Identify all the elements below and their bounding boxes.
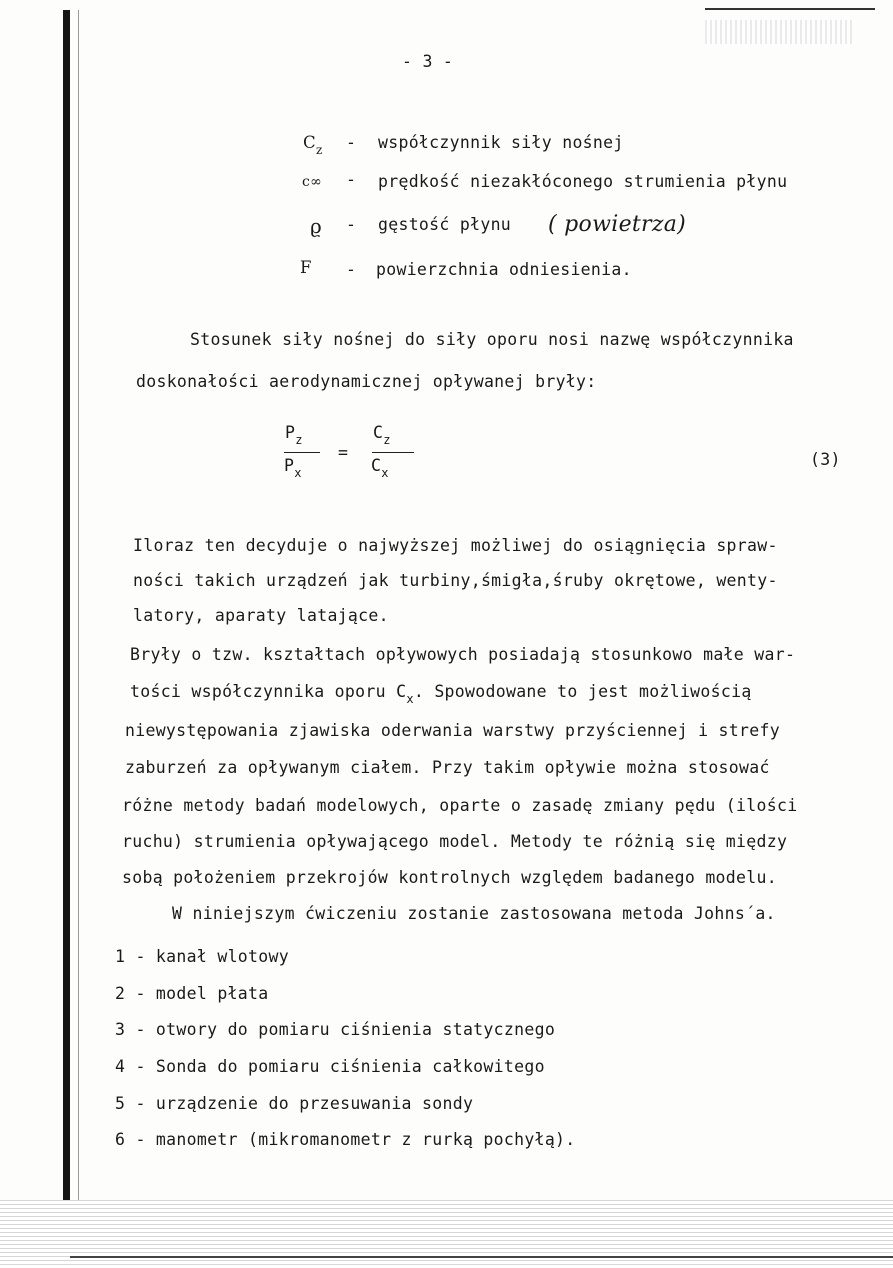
- symbol-rho: ϱ: [310, 214, 323, 238]
- equation-lhs-numerator: $P_z$: [285, 423, 303, 447]
- symbol-rho-definition: gęstość płynu: [378, 215, 512, 234]
- symbol-cz-definition: współczynnik siły nośnej: [378, 133, 624, 152]
- paragraph-line: Stosunek siły nośnej do siły oporu nosi nazwę współczynnika: [190, 330, 794, 349]
- scan-edge-line: [78, 10, 79, 1268]
- symbol-c-infinity: c∞: [302, 174, 323, 190]
- method-line: W niniejszym ćwiczeniu zostanie zastosowana metoda Johns´a.: [172, 904, 776, 923]
- symbol-cz: $C_z$: [303, 133, 323, 157]
- symbol-dash: -: [346, 133, 357, 152]
- paragraph-line: Iloraz ten decyduje o najwyższej możliwej do osiągnięcia spraw-: [133, 536, 778, 555]
- paragraph-line: zaburzeń za opływanym ciałem. Przy takim opływie można stosować: [125, 758, 770, 777]
- paragraph-line: ruchu) strumienia opływającego model. Metody te różnią się między: [122, 832, 788, 851]
- paragraph-line: ności takich urządzeń jak turbiny,śmigła,śruby okrętowe, wenty-: [133, 571, 778, 590]
- scan-artifact-top: [705, 8, 875, 10]
- symbol-c-infinity-definition: prędkość niezakłóconego strumienia płynu: [378, 172, 788, 191]
- paragraph-line: sobą położeniem przekrojów kontrolnych względem badanego modelu.: [122, 868, 777, 887]
- scan-artifact-bottom: [70, 1256, 893, 1258]
- paragraph-line: tości współczynnika oporu $C_x$. Spowodowane to jest możliwością: [130, 682, 752, 706]
- symbol-dash: -: [346, 170, 357, 189]
- legend-item: 5 - urządzenie do przesuwania sondy: [115, 1094, 474, 1113]
- paragraph-line: Bryły o tzw. kształtach opływowych posiadają stosunkowo małe war-: [130, 645, 796, 664]
- symbol-f-definition: powierzchnia odniesienia.: [376, 260, 632, 279]
- paragraph-line: doskonałości aerodynamicznej opływanej bryły:: [136, 372, 597, 391]
- legend-item: 6 - manometr (mikromanometr z rurką pochyłą).: [115, 1130, 576, 1149]
- symbol-f: F: [300, 258, 312, 277]
- equation-equals: =: [338, 443, 349, 462]
- equation-rhs-fraction-bar: [372, 452, 414, 453]
- page-number: - 3 -: [402, 52, 454, 71]
- equation-rhs-denominator: $C_x$: [371, 456, 389, 480]
- symbol-dash: -: [346, 215, 357, 234]
- equation-lhs-fraction-bar: [284, 452, 320, 453]
- equation-rhs-numerator: $C_z$: [373, 423, 391, 447]
- legend-item: 4 - Sonda do pomiaru ciśnienia całkowitego: [115, 1057, 545, 1076]
- scan-noise-top: [705, 20, 855, 44]
- paragraph-line: różne metody badań modelowych, oparte o zasadę zmiany pędu (ilości: [122, 796, 798, 815]
- equation-number: (3): [810, 450, 841, 469]
- legend-item: 3 - otwory do pomiaru ciśnienia statycznego: [115, 1020, 556, 1039]
- legend-item: 2 - model płata: [115, 984, 269, 1003]
- scan-binding-edge: [63, 10, 70, 1268]
- paragraph-line: latory, aparaty latające.: [133, 606, 389, 625]
- symbol-dash: -: [346, 260, 357, 279]
- paragraph-line: niewystępowania zjawiska oderwania warstwy przyściennej i strefy: [125, 721, 780, 740]
- handwritten-note: ( powietrza): [548, 212, 687, 237]
- legend-item: 1 - kanał wlotowy: [115, 947, 289, 966]
- equation-lhs-denominator: $P_x$: [284, 456, 302, 480]
